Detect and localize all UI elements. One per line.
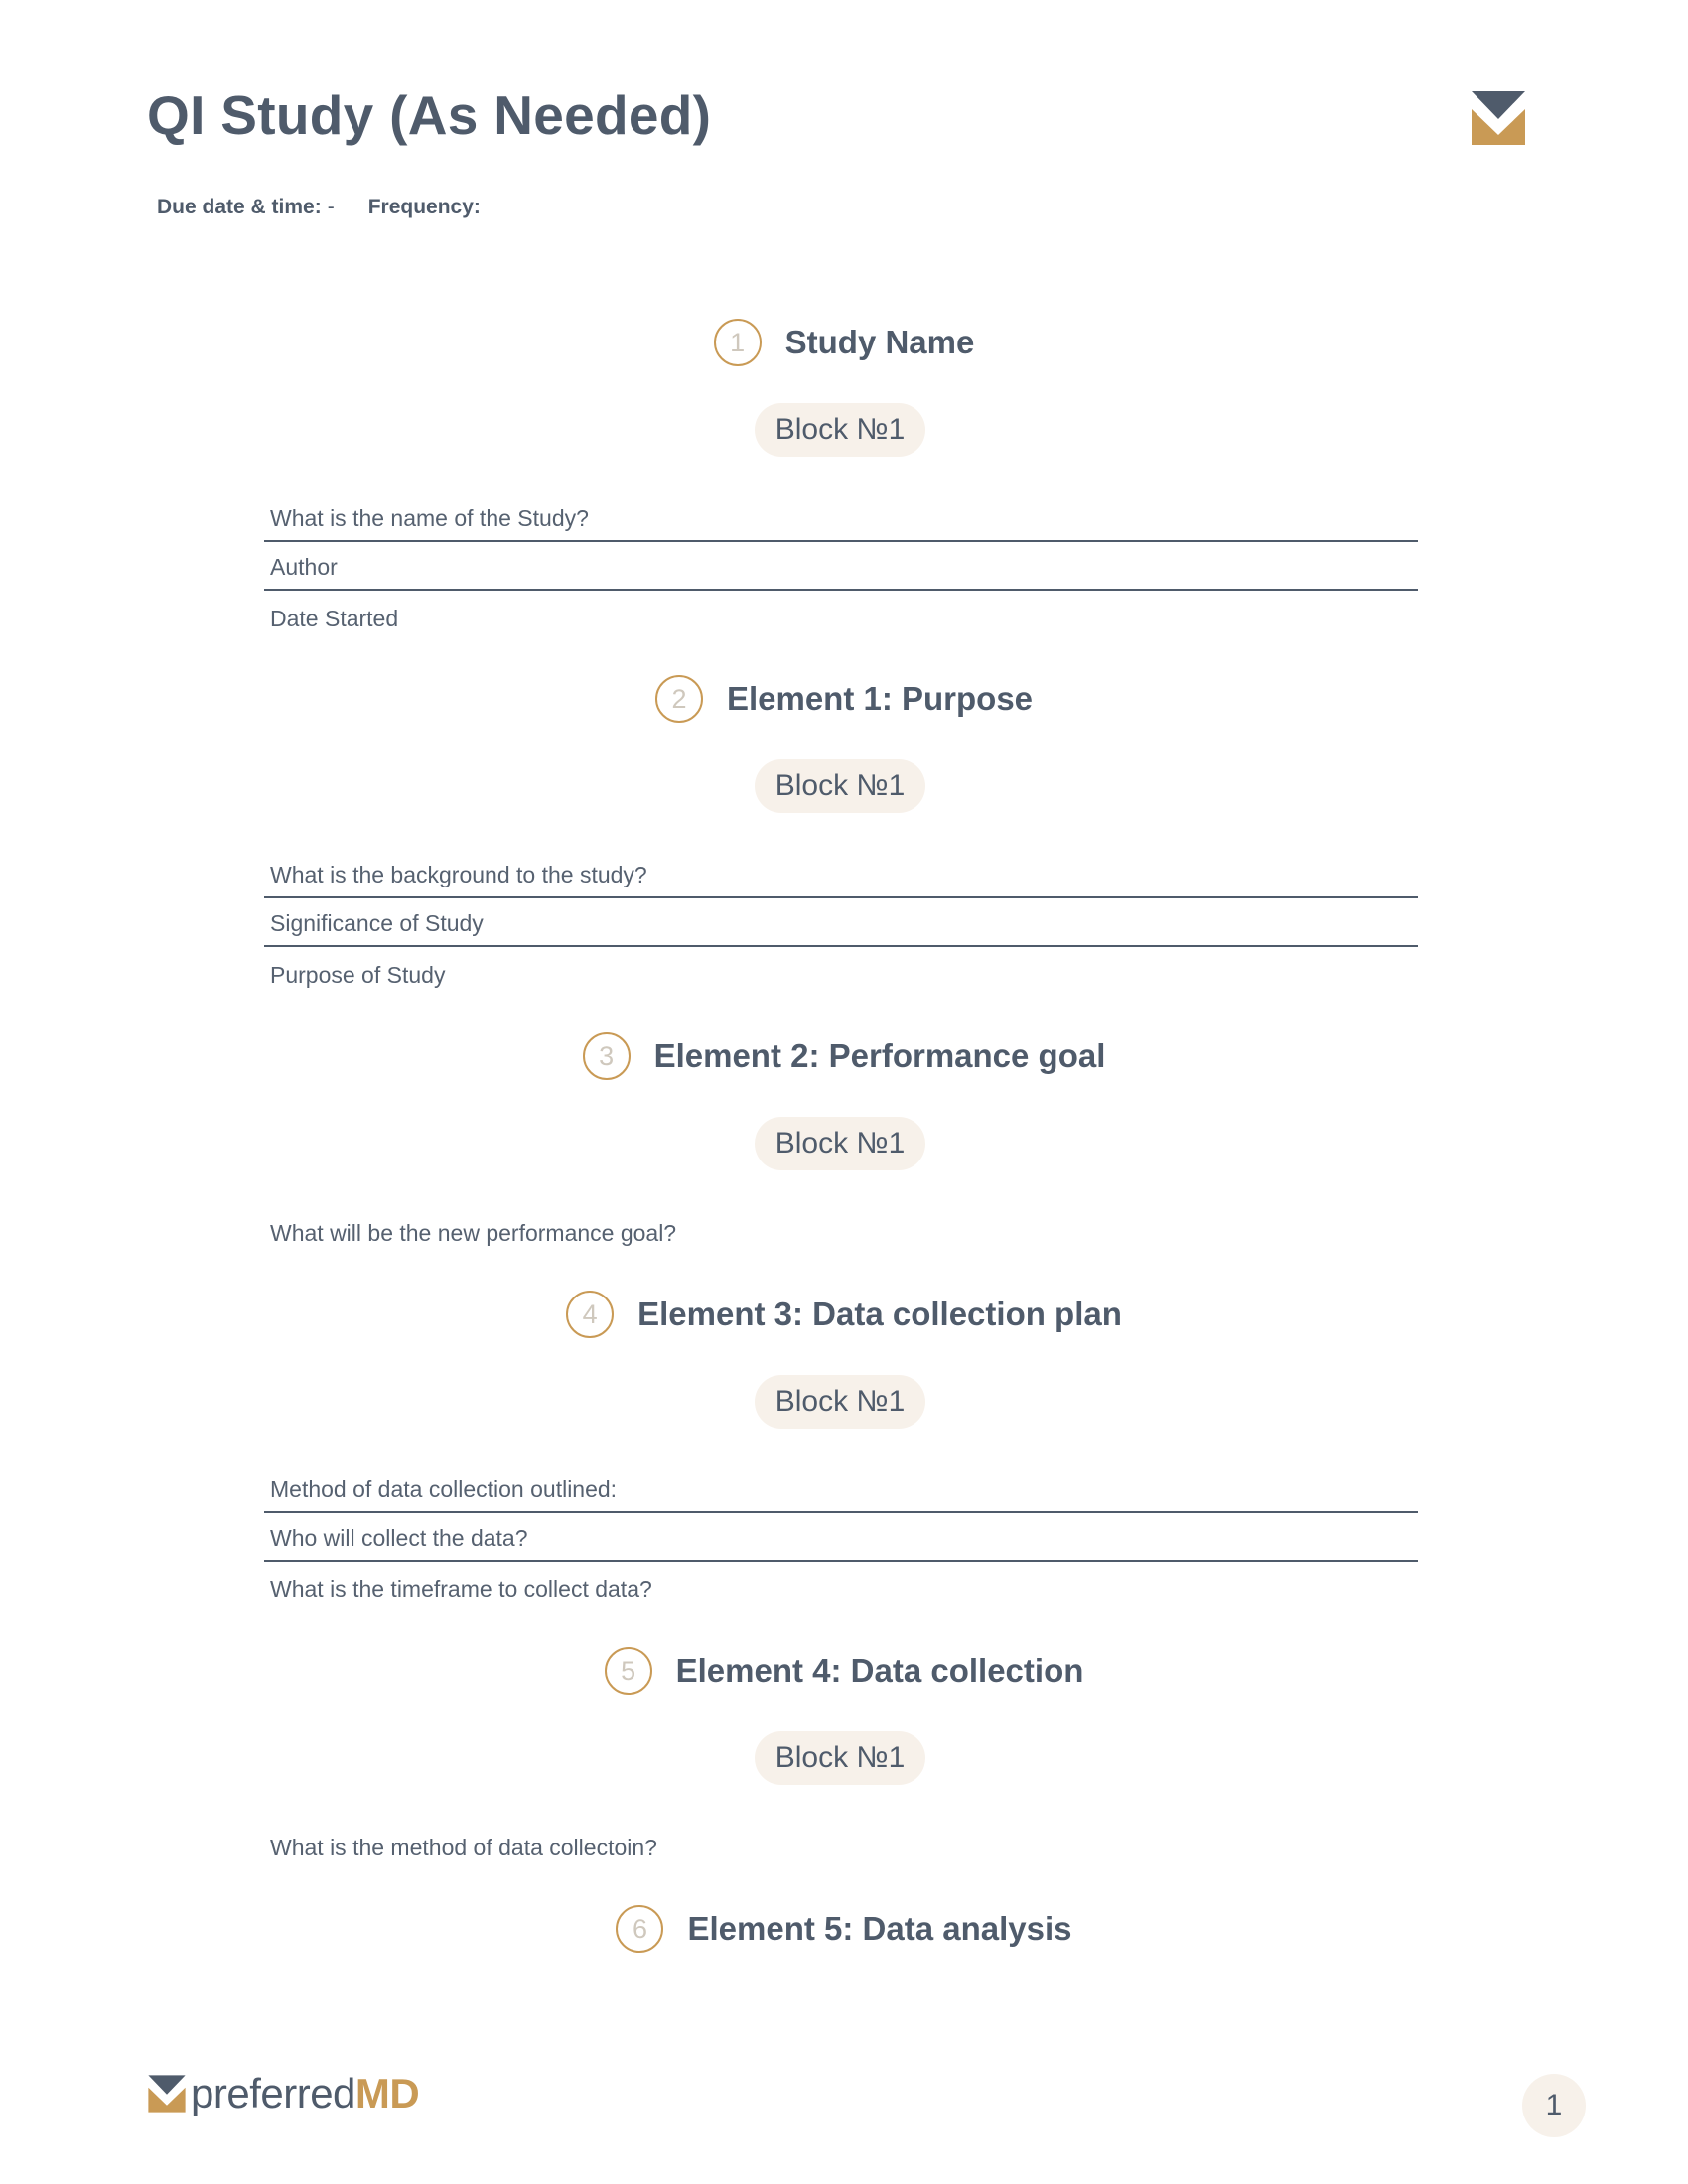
section-number: 3: [583, 1032, 631, 1080]
field-list: [264, 492, 1418, 640]
block-label: Block №1: [755, 1117, 925, 1170]
section-title: Element 2: Performance goal: [653, 1037, 1106, 1074]
preferredmd-logo-icon: [1470, 89, 1527, 147]
section-number: 5: [605, 1647, 652, 1695]
form-field[interactable]: Significance of Study: [264, 898, 1418, 948]
field-list: [264, 1205, 1418, 1255]
field-list: [264, 1820, 1418, 1869]
form-field[interactable]: What is the method of data collectoin?: [270, 1834, 657, 1860]
section-heading: [0, 1291, 1688, 1338]
due-date: [157, 196, 335, 219]
frequency-label: Frequency:: [367, 196, 481, 218]
section-heading: [0, 319, 1688, 366]
preferredmd-logo-icon: [147, 2074, 187, 2114]
section-title: Element 3: Data collection plan: [637, 1296, 1122, 1332]
footer-brand-logo: [147, 2070, 419, 2117]
section-heading: [0, 675, 1688, 723]
section-title: Study Name: [784, 324, 975, 360]
section-heading: [0, 1905, 1688, 1953]
section-number: 1: [714, 319, 762, 366]
form-field[interactable]: What is the background to the study?: [264, 849, 1418, 898]
field-list: [264, 849, 1418, 997]
document-meta: [157, 196, 481, 219]
brand-prefix: preferred: [191, 2070, 355, 2116]
section-heading: [0, 1032, 1688, 1080]
form-field[interactable]: What is the timeframe to collect data?: [270, 1575, 652, 1602]
form-field[interactable]: Date Started: [270, 605, 399, 631]
form-field[interactable]: Author: [264, 542, 1418, 592]
field-list: [264, 1463, 1418, 1611]
form-field[interactable]: What will be the new performance goal?: [270, 1219, 677, 1246]
page-number: 1: [1522, 2074, 1586, 2137]
section-number: 6: [616, 1905, 663, 1953]
due-date-value: -: [327, 196, 335, 218]
form-field[interactable]: What is the name of the Study?: [264, 492, 1418, 542]
due-date-label: Due date & time:: [157, 196, 322, 218]
form-field[interactable]: Method of data collection outlined:: [264, 1463, 1418, 1513]
block-label: Block №1: [755, 1731, 925, 1785]
frequency: [368, 196, 481, 219]
section-heading: [0, 1647, 1688, 1695]
brand-wordmark: [191, 2070, 419, 2117]
section-title: Element 4: Data collection: [675, 1652, 1084, 1689]
section-number: 2: [655, 675, 703, 723]
section-number: 4: [566, 1291, 614, 1338]
section-title: Element 5: Data analysis: [687, 1910, 1072, 1947]
block-label: Block №1: [755, 759, 925, 813]
document-title: QI Study (As Needed): [147, 84, 712, 146]
form-field[interactable]: Purpose of Study: [270, 961, 446, 988]
block-label: Block №1: [755, 1375, 925, 1429]
form-field[interactable]: Who will collect the data?: [264, 1513, 1418, 1563]
section-title: Element 1: Purpose: [726, 680, 1034, 717]
block-label: Block №1: [755, 403, 925, 457]
brand-suffix: MD: [354, 2070, 420, 2116]
